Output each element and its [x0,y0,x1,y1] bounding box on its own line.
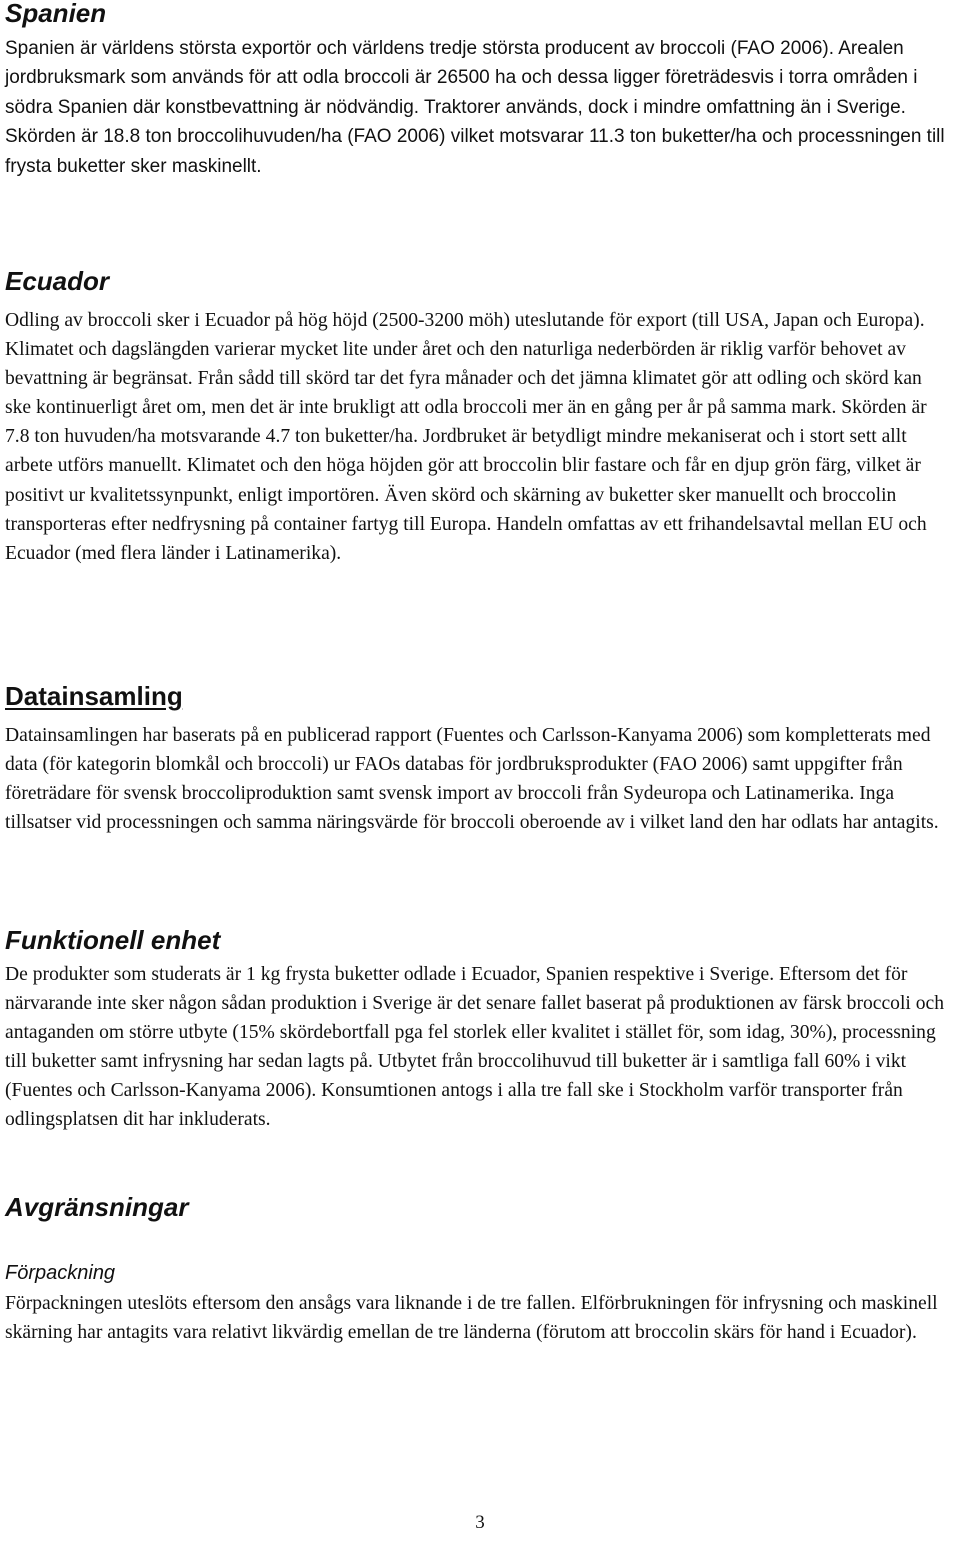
paragraph-forpackning: Förpackningen uteslöts eftersom den ansågs vara liknande i de tre fallen. Elförbrukningen för infrysning och maskinell skärning har antagits vara relativt likvärdig emellan de tre länderna (förutom att broccolin skärs för hand i Ecuador). [5,1293,938,1344]
paragraph-ecuador: Odling av broccoli sker i Ecuador på hög höjd (2500-3200 möh) uteslutande för export (till USA, Japan och Europa). Klimatet och dagslängden varierar mycket lite under året och den naturliga nederbörden är riklig varför behovet av bevattning är begränsat. Från sådd till skörd tar det fyra månader och det jämna klimatet gör att odling och skörd kan ske kontinuerligt året om, men det är inte brukligt att odla broccoli mer än en gång per år på samma mark. Skörden är 7.8 ton huvuden/ha motsvarande 4.7 ton buketter/ha. Jordbruket är betydligt mindre mekaniserat och i stort sett allt arbete utförs manuellt. Klimatet och den höga höjden gör att broccolin blir fastare och får en djup grön färg, vilket är positivt ur kvalitetssynpunkt, enligt importören. Även skörd och skärning av buketter sker manuellt och broccolin transporteras efter nedfrysning på container fartyg till Europa. Handeln omfattas av ett frihandelsavtal mellan EU och Ecuador (med flera länder i Latinamerika). [5,310,927,564]
paragraph-datainsamling: Datainsamlingen har baserats på en publicerad rapport (Fuentes och Carlsson-Kanyama 2006) som kompletterats med data (för kategorin blomkål och broccoli) ur FAOs databas för jordbruksprodukter (FAO 2006) samt uppgifter från företrädare för svensk broccoliproduktion samt svensk import av broccoli från Sydeuropa och Latinamerika. Inga tillsatser vid processningen och samma näringsvärde för broccoli oberoende av i vilket land den har odlats har antagits. [5,725,939,834]
heading-avgransningar: Avgränsningar [5,1192,189,1222]
paragraph-funktionell-enhet: De produkter som studerats är 1 kg frysta buketter odlade i Ecuador, Spanien respektive i Sverige. Eftersom det för närvarande inte sker någon sådan produktion i Sverige är det senare fallet baserat på produktionen av färsk broccoli och antaganden om större utbyte (15% skördebortfall pga fel storlek eller kvalitet i stället för, som idag, 30%), processning till buketter samt infrysning har sedan lagts på. Utbytet från broccolihuvud till buketter är i samtliga fall 60% i vikt (Fuentes och Carlsson-Kanyama 2006). Konsumtionen antogs i alla tre fall ske i Stockholm varför transporter från odlingsplatsen dit har inkluderats. [5,964,945,1131]
page-number: 3 [475,1512,485,1533]
heading-spanien: Spanien [5,0,107,28]
paragraph-spanien: Spanien är världens största exportör och världens tredje största producent av broccoli (FAO 2006). Arealen jordbruksmark som används för att odla broccoli är 26500 ha och dessa ligger företrädesvis i torra områden i södra Spanien där konstbevattning är nödvändig. Traktorer används, dock i mindre omfattning än i Sverige. Skörden är 18.8 ton broccolihuvuden/ha (FAO 2006) vilket motsvarar 11.3 ton buketter/ha och processningen till frysta buketter sker maskinellt. [5,38,945,177]
heading-ecuador: Ecuador [5,266,110,296]
subheading-forpackning: Förpackning [5,1262,116,1284]
heading-datainsamling: Datainsamling [5,681,183,711]
heading-funktionell-enhet: Funktionell enhet [5,925,221,955]
